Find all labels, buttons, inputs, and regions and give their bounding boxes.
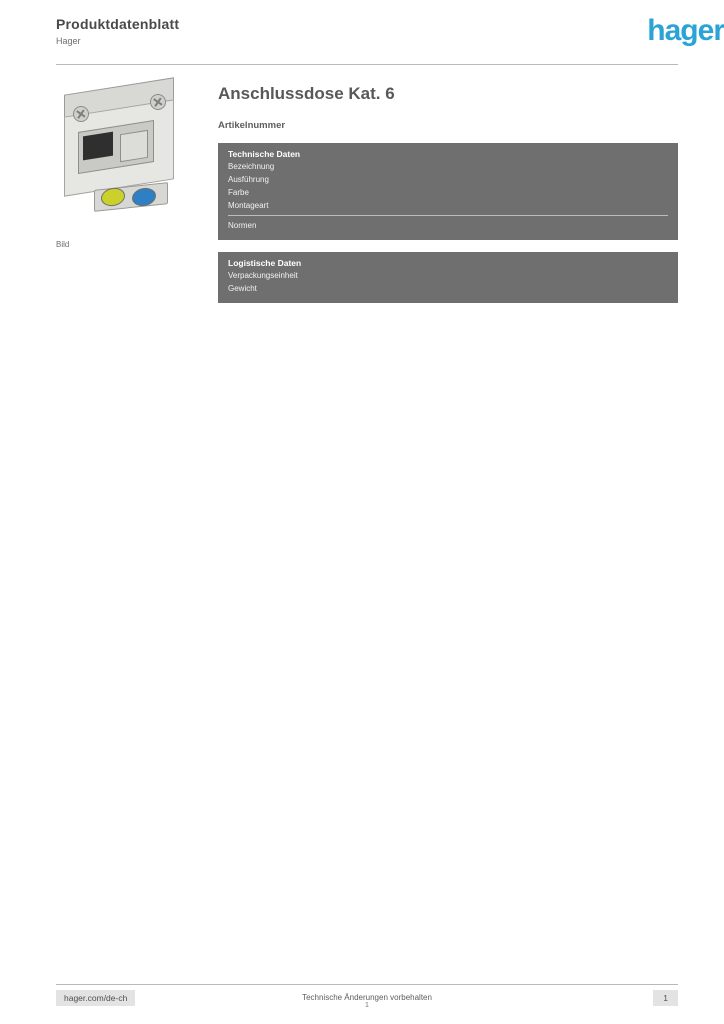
spec-value bbox=[457, 186, 678, 199]
spec-key: Normen bbox=[228, 221, 257, 230]
spec-value bbox=[457, 199, 678, 212]
table-row bbox=[218, 219, 678, 232]
spec-key: Verpackungseinheit bbox=[228, 271, 298, 280]
footer-divider bbox=[56, 984, 678, 985]
spec-key: Farbe bbox=[228, 188, 249, 197]
product-name: Anschlussdose Kat. 6 bbox=[218, 84, 395, 103]
page-footer bbox=[56, 990, 678, 1008]
spec-value bbox=[457, 219, 678, 232]
accessory-image bbox=[94, 184, 168, 210]
table-row bbox=[218, 186, 678, 199]
footer-page-number: 1 bbox=[653, 990, 678, 1006]
spec-key: Montageart bbox=[228, 201, 269, 210]
header-divider bbox=[56, 64, 678, 65]
spec-value bbox=[457, 282, 678, 295]
section-heading: Technische Daten bbox=[228, 149, 301, 159]
table-row bbox=[218, 199, 678, 212]
section-heading: Logistische Daten bbox=[228, 258, 302, 268]
screw-icon bbox=[73, 106, 89, 122]
page-header bbox=[56, 16, 678, 60]
spec-key: Gewicht bbox=[228, 284, 257, 293]
document-title: Produktdatenblatt bbox=[56, 16, 180, 32]
section-technical-data bbox=[218, 143, 678, 240]
spec-value bbox=[457, 160, 678, 173]
section-logistic-data bbox=[218, 252, 678, 303]
figure-caption: Bild bbox=[56, 240, 70, 249]
spec-value bbox=[457, 173, 678, 186]
section-spacer bbox=[218, 232, 678, 240]
table-row bbox=[218, 173, 678, 186]
hager-logo: hager bbox=[647, 14, 724, 47]
product-media bbox=[56, 80, 186, 249]
table-row bbox=[218, 160, 678, 173]
product-content bbox=[218, 84, 678, 303]
table-row bbox=[218, 269, 678, 282]
spec-table-secondary bbox=[218, 219, 678, 232]
footer-note-line1: Technische Änderungen vorbehalten bbox=[302, 993, 432, 1002]
blank-module-icon bbox=[120, 130, 148, 162]
document-subtitle: Hager bbox=[56, 36, 81, 46]
spec-key: Ausführung bbox=[228, 175, 269, 184]
section-spacer bbox=[218, 295, 678, 303]
rj45-port-icon bbox=[83, 132, 113, 161]
product-image bbox=[56, 80, 182, 210]
table-row bbox=[218, 282, 678, 295]
spec-table bbox=[218, 269, 678, 295]
footer-note-line2: 1 bbox=[365, 1002, 369, 1009]
spec-value bbox=[457, 269, 678, 282]
footer-note bbox=[302, 993, 432, 1009]
screw-icon bbox=[150, 94, 166, 110]
product-reference-label: Artikelnummer bbox=[218, 120, 286, 131]
spec-key: Bezeichnung bbox=[228, 162, 275, 171]
footer-website-link[interactable]: hager.com/de-ch bbox=[56, 990, 135, 1006]
section-inner-divider bbox=[228, 215, 668, 216]
spec-table bbox=[218, 160, 678, 212]
